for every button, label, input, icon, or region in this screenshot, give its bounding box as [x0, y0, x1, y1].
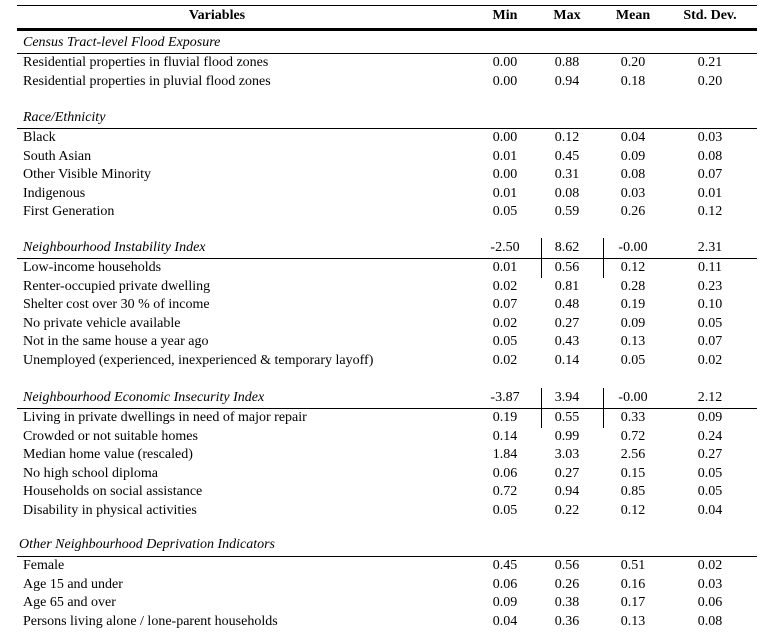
value-min: 0.06: [492, 465, 518, 481]
value-mean: 0.08: [620, 167, 646, 183]
table-row: [17, 409, 757, 427]
section-header-row: [17, 239, 757, 257]
table-row: [17, 166, 757, 184]
value-max: 0.38: [554, 595, 580, 611]
value-mean: 0.15: [620, 465, 646, 481]
value-max: 3.03: [554, 447, 580, 463]
table-row: [17, 613, 757, 631]
value-mean: 0.13: [620, 613, 646, 629]
value-min: 0.72: [492, 484, 518, 500]
table-row: [17, 333, 757, 351]
section-summary-min: -2.50: [490, 240, 520, 255]
table-row: [17, 483, 757, 501]
value-min: 0.01: [492, 148, 518, 164]
value-mean: 0.03: [620, 185, 646, 201]
table-row: [17, 129, 757, 147]
section-label: Census Tract-level Flood Exposure: [23, 35, 221, 50]
section-summary-sd: 2.12: [697, 390, 723, 405]
value-sd: 0.21: [697, 55, 723, 70]
value-min: 0.45: [492, 558, 518, 573]
value-mean: 0.12: [620, 503, 646, 518]
value-max: 0.55: [554, 410, 580, 425]
value-min: 0.09: [492, 595, 518, 611]
value-sd: 0.01: [697, 185, 723, 201]
header-rule: [17, 28, 757, 31]
value-sd: 0.11: [698, 260, 722, 275]
table-row: [17, 259, 757, 277]
value-min: 0.06: [492, 576, 518, 592]
value-min: 0.02: [492, 315, 518, 331]
section-summary-max: 8.62: [554, 240, 580, 255]
value-min: 0.05: [492, 334, 518, 350]
variable-name: Median home value (rescaled): [23, 447, 193, 463]
value-sd: 0.06: [697, 595, 723, 611]
section-header-row: [17, 109, 757, 127]
value-min: 0.14: [492, 428, 518, 444]
value-sd: 0.05: [697, 315, 723, 331]
value-max: 0.59: [554, 204, 580, 220]
variable-name: Residential properties in fluvial flood zones: [23, 55, 269, 70]
variable-name: Age 65 and over: [23, 595, 116, 611]
section-summary-max: 3.94: [554, 390, 580, 405]
value-mean: 0.28: [620, 278, 646, 294]
header-mean: Mean: [615, 8, 651, 23]
value-mean: 0.18: [620, 73, 646, 89]
value-sd: 0.23: [697, 278, 723, 294]
value-max: 0.26: [554, 576, 580, 592]
table-row: [17, 296, 757, 314]
value-min: 0.00: [492, 130, 518, 145]
value-min: 0.00: [492, 73, 518, 89]
variable-name: Crowded or not suitable homes: [23, 428, 198, 444]
table-row: [17, 203, 757, 221]
value-max: 0.27: [554, 465, 580, 481]
variable-name: Female: [23, 558, 65, 573]
value-max: 0.56: [554, 260, 580, 275]
value-max: 0.31: [554, 167, 580, 183]
header-variables: Variables: [188, 8, 246, 23]
value-min: 1.84: [492, 447, 518, 463]
value-max: 0.88: [554, 55, 580, 70]
value-mean: 0.20: [620, 55, 646, 70]
table-top-rule: [17, 5, 757, 6]
value-min: 0.19: [492, 410, 518, 425]
value-max: 0.48: [554, 297, 580, 313]
section-summary-min: -3.87: [490, 390, 520, 405]
section-label: Neighbourhood Instability Index: [23, 240, 206, 255]
value-sd: 0.03: [697, 576, 723, 592]
section-label: Other Neighbourhood Deprivation Indicators: [19, 537, 276, 552]
value-sd: 0.02: [697, 353, 723, 368]
value-max: 0.56: [554, 558, 580, 573]
value-mean: 0.72: [620, 428, 646, 444]
value-min: 0.02: [492, 353, 518, 368]
value-max: 0.94: [554, 484, 580, 500]
value-sd: 0.05: [697, 484, 723, 500]
variable-name: Living in private dwellings in need of major repair: [23, 410, 307, 425]
variable-name: No private vehicle available: [23, 315, 181, 331]
value-sd: 0.24: [697, 428, 723, 444]
value-sd: 0.03: [697, 130, 723, 145]
value-sd: 0.07: [697, 334, 723, 350]
section-label: Neighbourhood Economic Insecurity Index: [23, 390, 265, 405]
table-row: [17, 278, 757, 296]
value-sd: 0.27: [697, 447, 723, 463]
value-max: 0.94: [554, 73, 580, 89]
value-max: 0.99: [554, 428, 580, 444]
value-mean: 0.19: [620, 297, 646, 313]
value-sd: 0.08: [697, 613, 723, 629]
value-min: 0.01: [492, 185, 518, 201]
value-max: 0.81: [554, 278, 580, 294]
value-min: 0.05: [492, 503, 518, 518]
table-row: [17, 594, 757, 612]
section-summary-sd: 2.31: [697, 240, 723, 255]
value-min: 0.02: [492, 278, 518, 294]
header-std-dev: Std. Dev.: [683, 8, 737, 23]
table-row: [17, 557, 757, 575]
value-sd: 0.09: [697, 410, 723, 425]
value-mean: 0.26: [620, 204, 646, 220]
value-sd: 0.05: [697, 465, 723, 481]
table-row: [17, 54, 757, 72]
value-mean: 0.09: [620, 315, 646, 331]
table-row: [17, 73, 757, 91]
value-max: 0.45: [554, 148, 580, 164]
value-sd: 0.04: [697, 503, 723, 518]
value-mean: 2.56: [620, 447, 646, 463]
section-header-row: [17, 34, 757, 52]
value-min: 0.00: [492, 55, 518, 70]
value-max: 0.36: [554, 613, 580, 629]
table-row: [17, 148, 757, 166]
variable-name: Households on social assistance: [23, 484, 203, 500]
value-mean: 0.13: [620, 334, 646, 350]
value-mean: 0.16: [620, 576, 646, 592]
section-summary-mean: -0.00: [618, 240, 648, 255]
header-max: Max: [553, 8, 581, 23]
value-min: 0.01: [492, 260, 518, 275]
table-row: [17, 502, 757, 520]
variable-name: No high school diploma: [23, 465, 158, 481]
table-row: [17, 315, 757, 333]
variable-name: Renter-occupied private dwelling: [23, 278, 211, 294]
value-mean: 0.09: [620, 148, 646, 164]
variable-name: Unemployed (experienced, inexperienced & temporary layoff): [23, 353, 374, 368]
table-row: [17, 428, 757, 446]
variable-name: Age 15 and under: [23, 576, 123, 592]
variable-name: Not in the same house a year ago: [23, 334, 209, 350]
value-sd: 0.12: [697, 204, 723, 220]
variable-name: First Generation: [23, 204, 115, 220]
value-mean: 0.04: [620, 130, 646, 145]
value-min: 0.05: [492, 204, 518, 220]
value-mean: 0.33: [620, 410, 646, 425]
table-header: [17, 7, 757, 28]
value-sd: 0.20: [697, 73, 723, 89]
value-mean: 0.85: [620, 484, 646, 500]
value-max: 0.22: [554, 503, 580, 518]
table-row: [17, 352, 757, 370]
value-max: 0.27: [554, 315, 580, 331]
variable-name: Residential properties in pluvial flood zones: [23, 73, 271, 89]
value-max: 0.43: [554, 334, 580, 350]
value-min: 0.04: [492, 613, 518, 629]
value-max: 0.08: [554, 185, 580, 201]
section-summary-mean: -0.00: [618, 390, 648, 405]
variable-name: South Asian: [23, 148, 92, 164]
variable-name: Low-income households: [23, 260, 162, 275]
value-max: 0.14: [554, 353, 580, 368]
header-min: Min: [492, 8, 518, 23]
table-row: [17, 576, 757, 594]
value-min: 0.00: [492, 167, 518, 183]
value-sd: 0.10: [697, 297, 723, 313]
variable-name: Persons living alone / lone-parent households: [23, 613, 278, 629]
value-sd: 0.07: [697, 167, 723, 183]
value-mean: 0.05: [620, 353, 646, 368]
section-header-row: [17, 536, 757, 554]
value-max: 0.12: [554, 130, 580, 145]
table-row: [17, 185, 757, 203]
variable-name: Disability in physical activities: [23, 503, 197, 518]
value-mean: 0.12: [620, 260, 646, 275]
section-label: Race/Ethnicity: [23, 110, 106, 125]
variable-name: Black: [23, 130, 56, 145]
table-row: [17, 465, 757, 483]
value-mean: 0.17: [620, 595, 646, 611]
variable-name: Shelter cost over 30 % of income: [23, 297, 210, 313]
value-min: 0.07: [492, 297, 518, 313]
table-row: [17, 446, 757, 464]
variable-name: Other Visible Minority: [23, 167, 152, 183]
section-header-row: [17, 389, 757, 407]
variable-name: Indigenous: [23, 185, 86, 201]
value-sd: 0.02: [697, 558, 723, 573]
value-sd: 0.08: [697, 148, 723, 164]
value-mean: 0.51: [620, 558, 646, 573]
